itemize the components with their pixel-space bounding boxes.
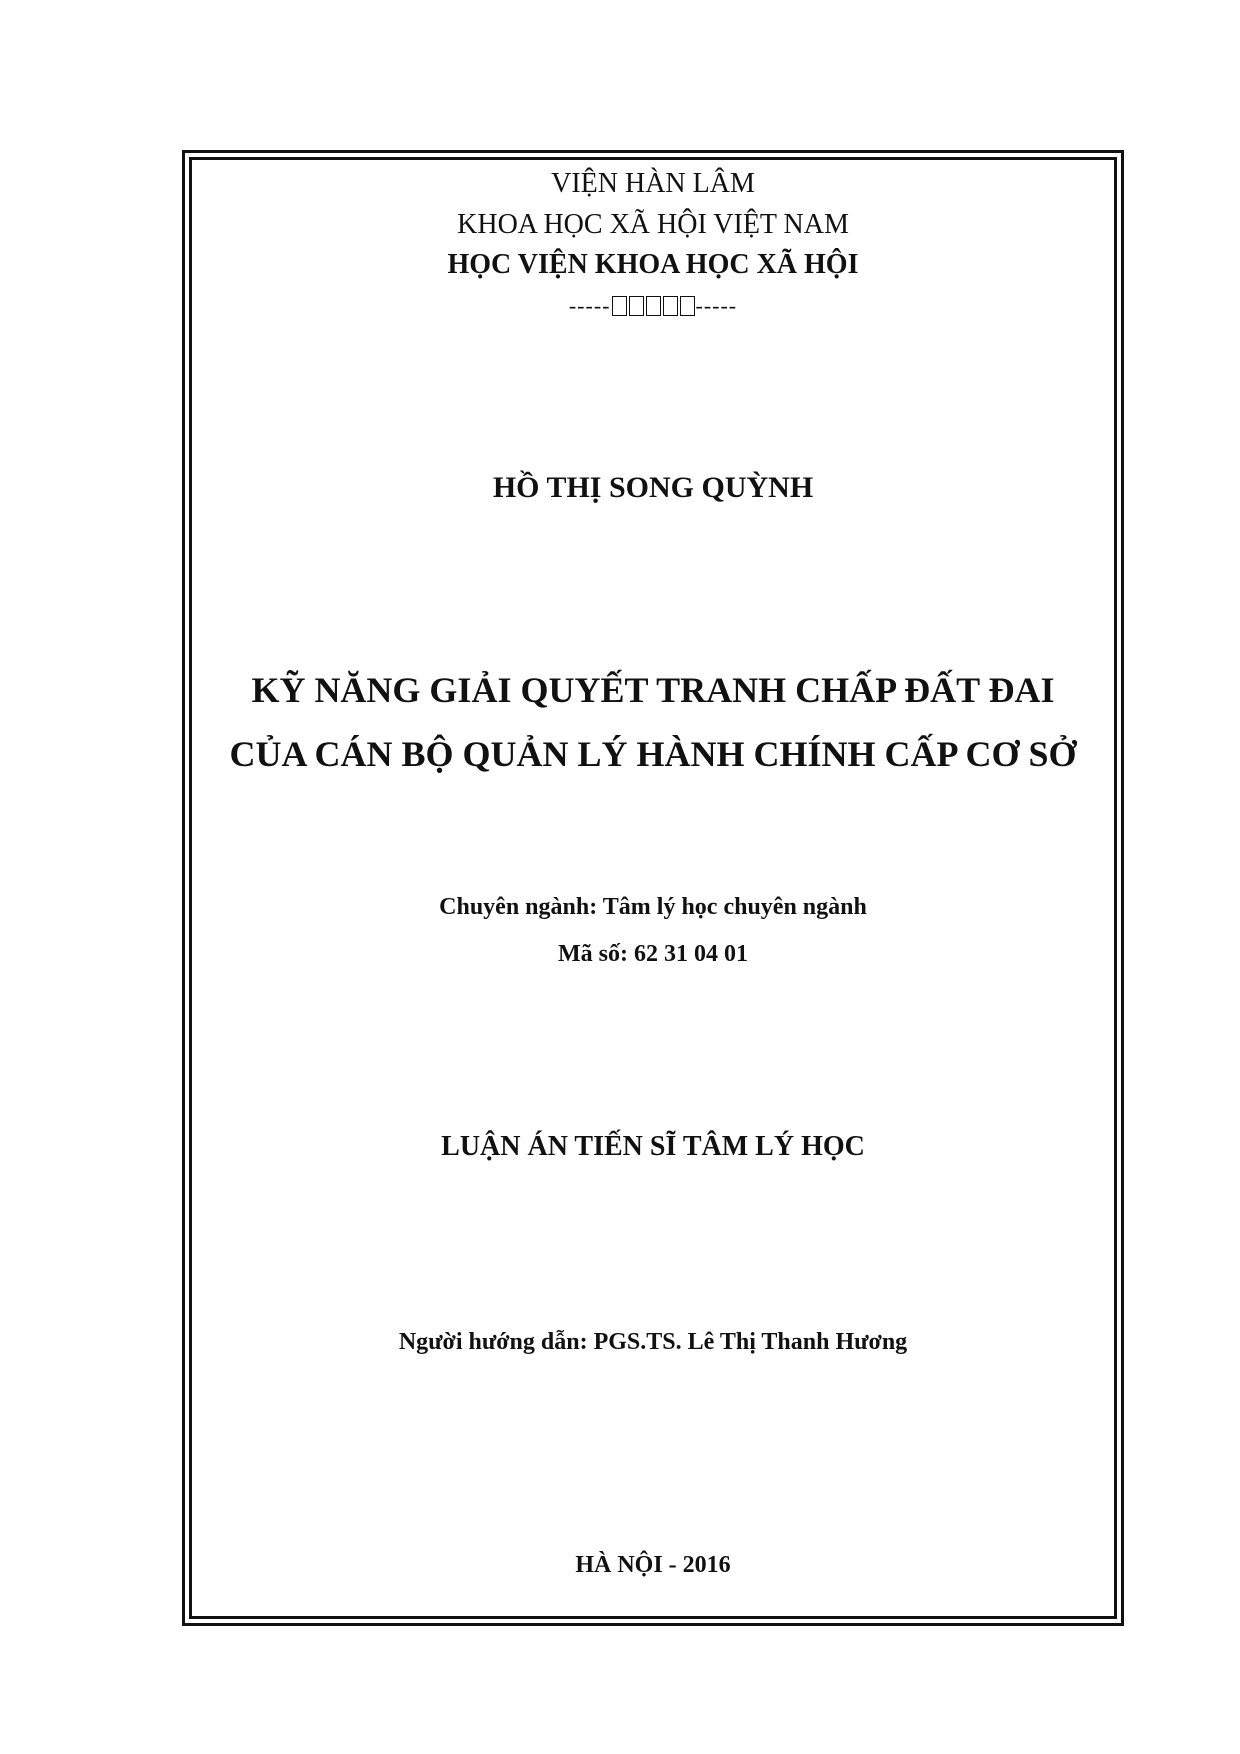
- box-glyph-icon: [612, 296, 627, 316]
- specialization-major: Chuyên ngành: Tâm lý học chuyên ngành: [439, 894, 867, 920]
- institution-line-1: VIỆN HÀN LÂM: [551, 168, 755, 199]
- separator-dashes-left: -----: [568, 293, 611, 318]
- page-border-inner: [189, 157, 1117, 1619]
- institution-line-3: HỌC VIỆN KHOA HỌC XÃ HỘI: [447, 249, 859, 280]
- thesis-title-line-1: KỸ NĂNG GIẢI QUYẾT TRANH CHẤP ĐẤT ĐAI: [251, 670, 1055, 710]
- specialization-code: Mã số: 62 31 04 01: [558, 941, 748, 967]
- advisor-line: Người hướng dẫn: PGS.TS. Lê Thị Thanh Hương: [398, 1329, 908, 1355]
- thesis-title-line-2: CỦA CÁN BỘ QUẢN LÝ HÀNH CHÍNH CẤP CƠ SỞ: [229, 734, 1077, 774]
- institution-line-2: KHOA HỌC XÃ HỘI VIỆT NAM: [457, 209, 849, 240]
- author-name: HỒ THỊ SONG QUỲNH: [492, 471, 814, 504]
- degree-type: LUẬN ÁN TIẾN SĨ TÂM LÝ HỌC: [441, 1131, 865, 1162]
- place-and-year: HÀ NỘI - 2016: [575, 1552, 731, 1578]
- box-glyph-icon: [629, 296, 644, 316]
- box-glyph-icon: [663, 296, 678, 316]
- separator-ornament: [189, 292, 1117, 320]
- separator-dashes-right: -----: [695, 293, 738, 318]
- box-glyph-icon: [646, 296, 661, 316]
- box-glyph-icon: [680, 296, 695, 316]
